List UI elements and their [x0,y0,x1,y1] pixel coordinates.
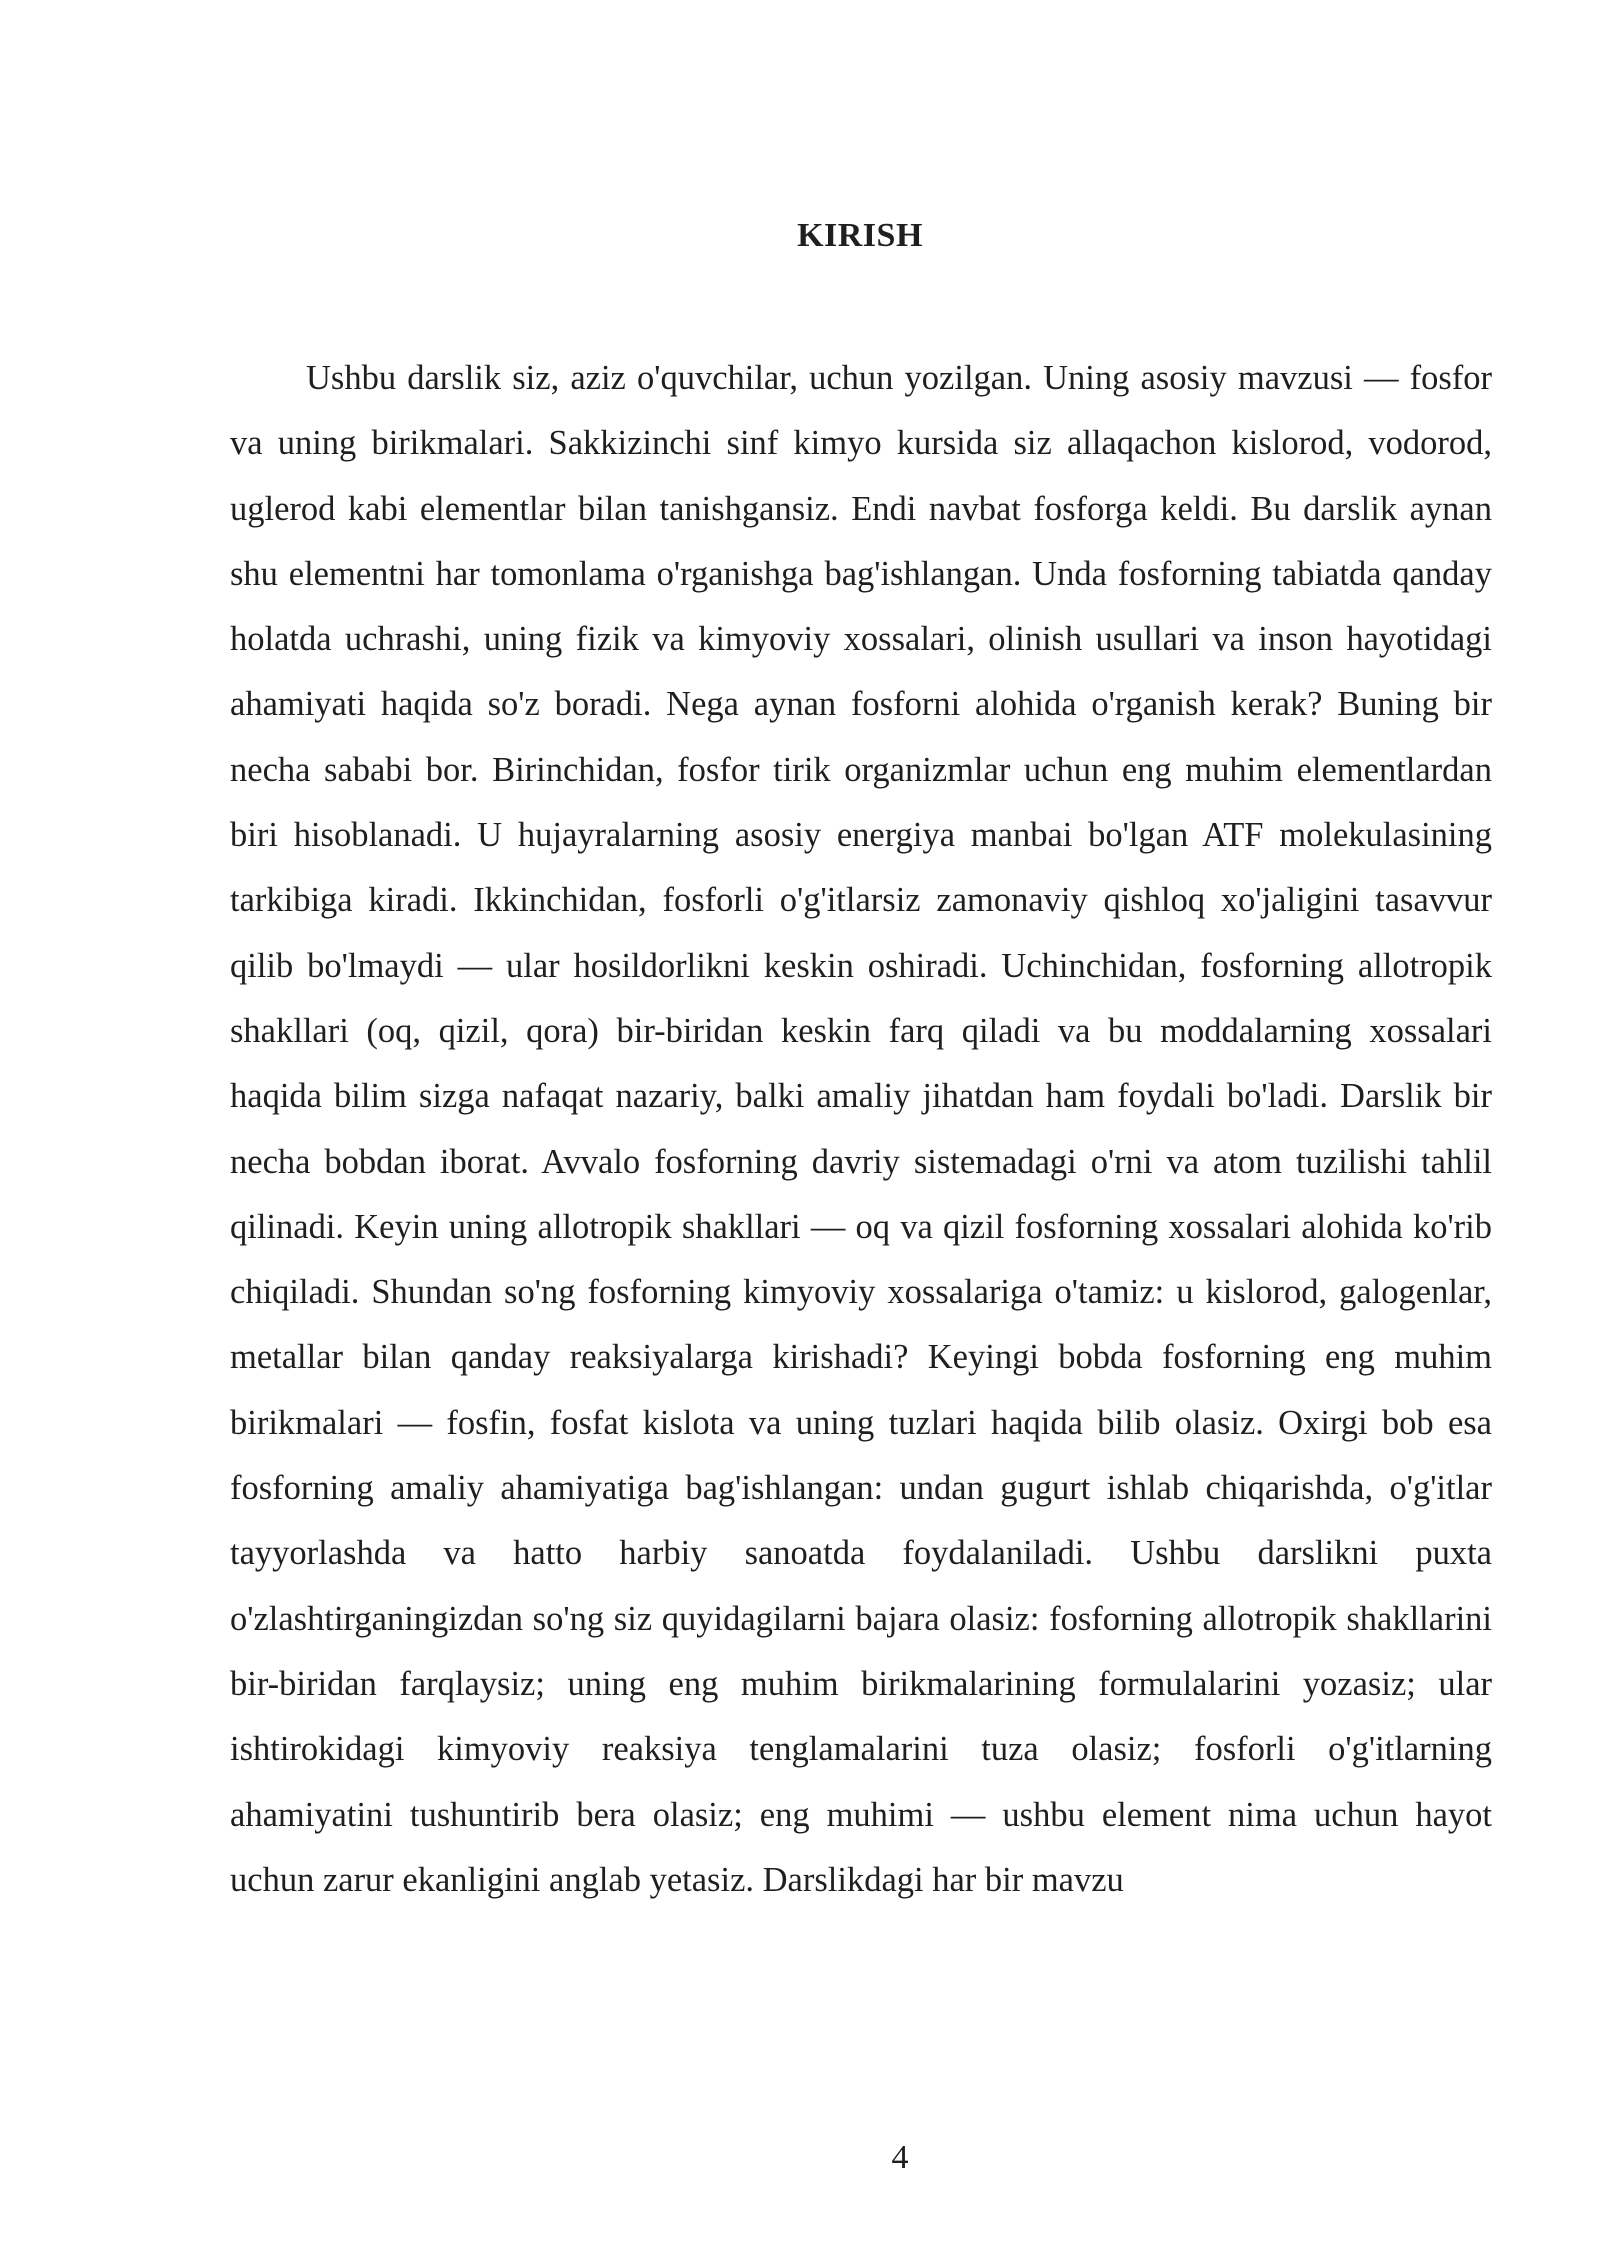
body-paragraph: Ushbu darslik siz, aziz o'quvchilar, uchun yozilgan. Uning asosiy mavzusi — fosfor va uning birikmalari. Sakkizinchi sinf kimyo kursida siz allaqachon kislorod, vodorod, uglerod kabi elementlar bilan tanishgansiz. Endi navbat fosforga keldi. Bu darslik aynan shu elementni har tomonlama o'rganishga bag'ishlangan. Unda fosforning tabiatda qanday holatda uchrashi, uning fizik va kimyoviy xossalari, olinish usullari va inson hayotidagi ahamiyati haqida so'z boradi. Nega aynan fosforni alohida o'rganish kerak? Buning bir necha sababi bor. Birinchidan, fosfor tirik organizmlar uchun eng muhim elementlardan biri hisoblanadi. U hujayralarning asosiy energiya manbai bo'lgan ATF molekulasining tarkibiga kiradi. Ikkinchidan, fosforli o'g'itlarsiz zamonaviy qishloq xo'jaligini tasavvur qilib bo'lmaydi — ular hosildorlikni keskin oshiradi. Uchinchidan, fosforning allotropik shakllari (oq, qizil, qora) bir-biridan keskin farq qiladi va bu moddalarning xossalari haqida bilim sizga nafaqat nazariy, balki amaliy jihatdan ham foydali bo'ladi. Darslik bir necha bobdan iborat. Avvalo fosforning davriy sistemadagi o'rni va atom tuzilishi tahlil qilinadi. Keyin uning allotropik shakllari — oq va qizil fosforning xossalari alohida ko'rib chiqiladi. Shundan so'ng fosforning kimyoviy xossalariga o'tamiz: u kislorod, galogenlar, metallar bilan qanday reaksiyalarga kirishadi? Keyingi bobda fosforning eng muhim birikmalari — fosfin, fosfat kislota va uning tuzlari haqida bilib olasiz. Oxirgi bob esa fosforning amaliy ahamiyatiga bag'ishlangan: undan gugurt ishlab chiqarishda, o'g'itlar tayyorlashda va hatto harbiy sanoatda foydalaniladi. Ushbu darslikni puxta o'zlashtirganingizdan so'ng siz quyidagilarni bajara olasiz: fosforning allotropik shakllarini bir-biridan farqlaysiz; uning eng muhim birikmalarining formulalarini yozasiz; ular ishtirokidagi kimyoviy reaksiya tenglamalarini tuza olasiz; fosforli o'g'itlarning ahamiyatini tushuntirib bera olasiz; eng muhimi — ushbu element nima uchun hayot uchun zarur ekanligini anglab yetasiz. Darslikdagi har bir mavzu [230,359,1492,1899]
page-number: 4 [891,2139,909,2176]
page-title: KIRISH [797,217,923,254]
